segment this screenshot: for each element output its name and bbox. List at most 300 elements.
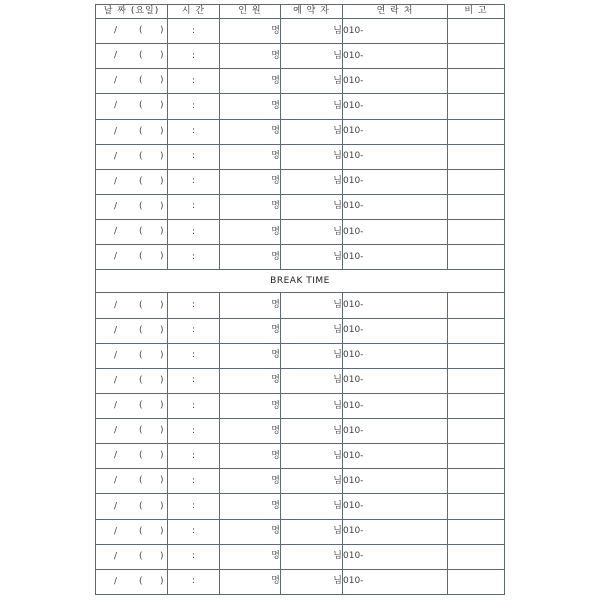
date-slash: /	[114, 425, 118, 436]
weekday-close-paren: )	[160, 251, 164, 262]
people-unit: 명	[271, 526, 280, 537]
date-slash: /	[114, 100, 118, 111]
people-unit: 명	[271, 300, 280, 311]
people-cell[interactable]	[220, 368, 281, 393]
name-suffix: 님	[333, 425, 342, 436]
reserver-cell[interactable]	[281, 144, 343, 169]
name-suffix: 님	[333, 151, 342, 162]
weekday-open-paren: (	[139, 375, 143, 386]
reserver-cell[interactable]	[281, 519, 343, 544]
time-cell[interactable]	[168, 69, 220, 94]
phone-prefix: 010-	[343, 251, 364, 262]
reserver-cell[interactable]	[281, 444, 343, 469]
table-row	[96, 194, 505, 219]
time-separator: :	[191, 526, 196, 537]
time-separator: :	[191, 100, 196, 111]
weekday-open-paren: (	[139, 450, 143, 461]
contact-cell[interactable]	[343, 343, 448, 368]
reserver-cell[interactable]	[281, 69, 343, 94]
phone-prefix: 010-	[343, 176, 364, 187]
time-separator: :	[191, 126, 196, 137]
time-separator: :	[191, 425, 196, 436]
table-row	[96, 69, 505, 94]
table-row	[96, 494, 505, 519]
phone-prefix: 010-	[343, 576, 364, 587]
reserver-cell[interactable]	[281, 419, 343, 444]
people-unit: 명	[271, 551, 280, 562]
contact-cell[interactable]	[343, 419, 448, 444]
date-slash: /	[114, 576, 118, 587]
phone-prefix: 010-	[343, 425, 364, 436]
reserver-cell[interactable]	[281, 194, 343, 219]
reserver-cell[interactable]	[281, 469, 343, 494]
weekday-open-paren: (	[139, 100, 143, 111]
date-slash: /	[114, 325, 118, 336]
people-unit: 명	[271, 350, 280, 361]
phone-prefix: 010-	[343, 350, 364, 361]
time-separator: :	[191, 300, 196, 311]
people-cell[interactable]	[220, 544, 281, 569]
date-slash: /	[114, 251, 118, 262]
date-cell[interactable]	[96, 245, 168, 270]
people-cell[interactable]	[220, 245, 281, 270]
people-cell[interactable]	[220, 19, 281, 44]
time-cell[interactable]	[168, 194, 220, 219]
time-cell[interactable]	[168, 343, 220, 368]
phone-prefix: 010-	[343, 100, 364, 111]
people-cell[interactable]	[220, 343, 281, 368]
date-cell[interactable]	[96, 94, 168, 119]
people-cell[interactable]	[220, 519, 281, 544]
time-separator: :	[191, 25, 196, 36]
note-cell[interactable]	[448, 469, 505, 494]
people-cell[interactable]	[220, 469, 281, 494]
note-cell[interactable]	[448, 393, 505, 418]
people-unit: 명	[271, 325, 280, 336]
date-cell[interactable]	[96, 494, 168, 519]
break-row	[96, 270, 505, 293]
date-slash: /	[114, 300, 118, 311]
contact-cell[interactable]	[343, 469, 448, 494]
weekday-open-paren: (	[139, 151, 143, 162]
contact-cell[interactable]	[343, 318, 448, 343]
contact-cell[interactable]	[343, 144, 448, 169]
time-separator: :	[191, 151, 196, 162]
weekday-open-paren: (	[139, 176, 143, 187]
note-cell[interactable]	[448, 368, 505, 393]
contact-cell[interactable]	[343, 69, 448, 94]
time-cell[interactable]	[168, 245, 220, 270]
date-cell[interactable]	[96, 19, 168, 44]
table-row	[96, 368, 505, 393]
header-date: 날 짜 (요일)	[96, 5, 168, 19]
phone-prefix: 010-	[343, 450, 364, 461]
time-cell[interactable]	[168, 144, 220, 169]
note-cell[interactable]	[448, 194, 505, 219]
people-unit: 명	[271, 226, 280, 237]
people-unit: 명	[271, 201, 280, 212]
name-suffix: 님	[333, 226, 342, 237]
weekday-close-paren: )	[160, 450, 164, 461]
name-suffix: 님	[333, 551, 342, 562]
phone-prefix: 010-	[343, 501, 364, 512]
people-unit: 명	[271, 251, 280, 262]
reserver-cell[interactable]	[281, 544, 343, 569]
note-cell[interactable]	[448, 69, 505, 94]
table-row	[96, 544, 505, 569]
phone-prefix: 010-	[343, 25, 364, 36]
people-unit: 명	[271, 176, 280, 187]
weekday-open-paren: (	[139, 201, 143, 212]
date-slash: /	[114, 75, 118, 86]
table-row	[96, 220, 505, 245]
reserver-cell[interactable]	[281, 569, 343, 594]
weekday-open-paren: (	[139, 425, 143, 436]
time-separator: :	[191, 400, 196, 411]
weekday-open-paren: (	[139, 126, 143, 137]
reservation-table	[95, 4, 505, 595]
date-slash: /	[114, 501, 118, 512]
time-separator: :	[191, 226, 196, 237]
phone-prefix: 010-	[343, 551, 364, 562]
weekday-open-paren: (	[139, 226, 143, 237]
table-row	[96, 44, 505, 69]
time-separator: :	[191, 501, 196, 512]
contact-cell[interactable]	[343, 245, 448, 270]
time-cell[interactable]	[168, 544, 220, 569]
people-cell[interactable]	[220, 94, 281, 119]
name-suffix: 님	[333, 50, 342, 61]
date-cell[interactable]	[96, 393, 168, 418]
reserver-cell[interactable]	[281, 220, 343, 245]
contact-cell[interactable]	[343, 544, 448, 569]
reserver-cell[interactable]	[281, 494, 343, 519]
table-body	[96, 19, 505, 595]
time-separator: :	[191, 375, 196, 386]
weekday-close-paren: )	[160, 425, 164, 436]
reserver-cell[interactable]	[281, 119, 343, 144]
table-row	[96, 94, 505, 119]
date-slash: /	[114, 176, 118, 187]
table-row	[96, 19, 505, 44]
weekday-close-paren: )	[160, 325, 164, 336]
note-cell[interactable]	[448, 494, 505, 519]
weekday-close-paren: )	[160, 300, 164, 311]
time-separator: :	[191, 475, 196, 486]
time-cell[interactable]	[168, 119, 220, 144]
contact-cell[interactable]	[343, 220, 448, 245]
people-cell[interactable]	[220, 69, 281, 94]
table-row	[96, 169, 505, 194]
time-cell[interactable]	[168, 368, 220, 393]
contact-cell[interactable]	[343, 194, 448, 219]
weekday-open-paren: (	[139, 251, 143, 262]
weekday-close-paren: )	[160, 25, 164, 36]
weekday-close-paren: )	[160, 226, 164, 237]
date-cell[interactable]	[96, 44, 168, 69]
weekday-close-paren: )	[160, 475, 164, 486]
contact-cell[interactable]	[343, 444, 448, 469]
time-separator: :	[191, 176, 196, 187]
time-cell[interactable]	[168, 393, 220, 418]
note-cell[interactable]	[448, 119, 505, 144]
table-row	[96, 569, 505, 594]
note-cell[interactable]	[448, 245, 505, 270]
name-suffix: 님	[333, 450, 342, 461]
date-cell[interactable]	[96, 519, 168, 544]
date-slash: /	[114, 226, 118, 237]
phone-prefix: 010-	[343, 400, 364, 411]
reserver-cell[interactable]	[281, 318, 343, 343]
reserver-cell[interactable]	[281, 343, 343, 368]
phone-prefix: 010-	[343, 375, 364, 386]
people-cell[interactable]	[220, 393, 281, 418]
contact-cell[interactable]	[343, 94, 448, 119]
people-unit: 명	[271, 151, 280, 162]
time-separator: :	[191, 251, 196, 262]
people-cell[interactable]	[220, 144, 281, 169]
date-slash: /	[114, 151, 118, 162]
time-separator: :	[191, 201, 196, 212]
date-cell[interactable]	[96, 169, 168, 194]
time-cell[interactable]	[168, 169, 220, 194]
date-cell[interactable]	[96, 444, 168, 469]
people-cell[interactable]	[220, 419, 281, 444]
time-cell[interactable]	[168, 469, 220, 494]
phone-prefix: 010-	[343, 226, 364, 237]
date-cell[interactable]	[96, 569, 168, 594]
people-cell[interactable]	[220, 293, 281, 318]
time-separator: :	[191, 50, 196, 61]
reserver-cell[interactable]	[281, 393, 343, 418]
date-cell[interactable]	[96, 469, 168, 494]
table-row	[96, 119, 505, 144]
date-slash: /	[114, 400, 118, 411]
header-reserver: 예 약 자	[281, 5, 343, 19]
reserver-cell[interactable]	[281, 245, 343, 270]
date-slash: /	[114, 375, 118, 386]
people-unit: 명	[271, 25, 280, 36]
date-cell[interactable]	[96, 419, 168, 444]
note-cell[interactable]	[448, 220, 505, 245]
phone-prefix: 010-	[343, 151, 364, 162]
people-cell[interactable]	[220, 194, 281, 219]
reserver-cell[interactable]	[281, 293, 343, 318]
people-unit: 명	[271, 450, 280, 461]
phone-prefix: 010-	[343, 300, 364, 311]
header-time: 시 간	[168, 5, 220, 19]
phone-prefix: 010-	[343, 201, 364, 212]
people-cell[interactable]	[220, 119, 281, 144]
name-suffix: 님	[333, 25, 342, 36]
note-cell[interactable]	[448, 144, 505, 169]
name-suffix: 님	[333, 201, 342, 212]
weekday-open-paren: (	[139, 501, 143, 512]
table-row	[96, 318, 505, 343]
weekday-open-paren: (	[139, 475, 143, 486]
reserver-cell[interactable]	[281, 19, 343, 44]
weekday-close-paren: )	[160, 400, 164, 411]
table-row	[96, 393, 505, 418]
reserver-cell[interactable]	[281, 44, 343, 69]
weekday-close-paren: )	[160, 100, 164, 111]
time-cell[interactable]	[168, 519, 220, 544]
name-suffix: 님	[333, 100, 342, 111]
note-cell[interactable]	[448, 544, 505, 569]
time-cell[interactable]	[168, 44, 220, 69]
weekday-open-paren: (	[139, 576, 143, 587]
weekday-close-paren: )	[160, 551, 164, 562]
contact-cell[interactable]	[343, 519, 448, 544]
people-cell[interactable]	[220, 569, 281, 594]
header-row	[96, 5, 505, 19]
weekday-close-paren: )	[160, 176, 164, 187]
time-cell[interactable]	[168, 444, 220, 469]
header-note: 비 고	[448, 5, 505, 19]
name-suffix: 님	[333, 325, 342, 336]
people-unit: 명	[271, 126, 280, 137]
name-suffix: 님	[333, 501, 342, 512]
time-separator: :	[191, 350, 196, 361]
note-cell[interactable]	[448, 569, 505, 594]
date-slash: /	[114, 201, 118, 212]
note-cell[interactable]	[448, 293, 505, 318]
note-cell[interactable]	[448, 19, 505, 44]
time-cell[interactable]	[168, 494, 220, 519]
contact-cell[interactable]	[343, 494, 448, 519]
name-suffix: 님	[333, 251, 342, 262]
contact-cell[interactable]	[343, 393, 448, 418]
note-cell[interactable]	[448, 94, 505, 119]
time-cell[interactable]	[168, 94, 220, 119]
date-slash: /	[114, 126, 118, 137]
note-cell[interactable]	[448, 169, 505, 194]
name-suffix: 님	[333, 300, 342, 311]
people-unit: 명	[271, 576, 280, 587]
weekday-close-paren: )	[160, 501, 164, 512]
contact-cell[interactable]	[343, 569, 448, 594]
name-suffix: 님	[333, 350, 342, 361]
phone-prefix: 010-	[343, 126, 364, 137]
break-time-label: BREAK TIME	[96, 270, 505, 293]
name-suffix: 님	[333, 400, 342, 411]
date-slash: /	[114, 475, 118, 486]
date-cell[interactable]	[96, 69, 168, 94]
table-row	[96, 469, 505, 494]
weekday-open-paren: (	[139, 50, 143, 61]
contact-cell[interactable]	[343, 19, 448, 44]
weekday-close-paren: )	[160, 350, 164, 361]
reserver-cell[interactable]	[281, 94, 343, 119]
people-unit: 명	[271, 75, 280, 86]
people-unit: 명	[271, 400, 280, 411]
note-cell[interactable]	[448, 318, 505, 343]
weekday-open-paren: (	[139, 526, 143, 537]
people-cell[interactable]	[220, 44, 281, 69]
note-cell[interactable]	[448, 519, 505, 544]
weekday-close-paren: )	[160, 201, 164, 212]
date-cell[interactable]	[96, 544, 168, 569]
table-row	[96, 144, 505, 169]
note-cell[interactable]	[448, 44, 505, 69]
date-slash: /	[114, 526, 118, 537]
phone-prefix: 010-	[343, 325, 364, 336]
date-cell[interactable]	[96, 119, 168, 144]
people-unit: 명	[271, 100, 280, 111]
weekday-close-paren: )	[160, 126, 164, 137]
date-slash: /	[114, 450, 118, 461]
weekday-close-paren: )	[160, 151, 164, 162]
time-cell[interactable]	[168, 293, 220, 318]
people-cell[interactable]	[220, 220, 281, 245]
weekday-open-paren: (	[139, 350, 143, 361]
weekday-open-paren: (	[139, 300, 143, 311]
contact-cell[interactable]	[343, 293, 448, 318]
reserver-cell[interactable]	[281, 368, 343, 393]
date-cell[interactable]	[96, 293, 168, 318]
time-separator: :	[191, 75, 196, 86]
name-suffix: 님	[333, 475, 342, 486]
note-cell[interactable]	[448, 419, 505, 444]
time-cell[interactable]	[168, 569, 220, 594]
date-cell[interactable]	[96, 343, 168, 368]
people-cell[interactable]	[220, 444, 281, 469]
table-row	[96, 245, 505, 270]
table-row	[96, 519, 505, 544]
people-cell[interactable]	[220, 318, 281, 343]
people-unit: 명	[271, 50, 280, 61]
name-suffix: 님	[333, 126, 342, 137]
time-separator: :	[191, 450, 196, 461]
time-cell[interactable]	[168, 318, 220, 343]
date-cell[interactable]	[96, 220, 168, 245]
contact-cell[interactable]	[343, 119, 448, 144]
table-row	[96, 293, 505, 318]
weekday-close-paren: )	[160, 576, 164, 587]
time-cell[interactable]	[168, 419, 220, 444]
date-cell[interactable]	[96, 194, 168, 219]
time-separator: :	[191, 551, 196, 562]
name-suffix: 님	[333, 576, 342, 587]
name-suffix: 님	[333, 375, 342, 386]
date-cell[interactable]	[96, 144, 168, 169]
weekday-close-paren: )	[160, 75, 164, 86]
contact-cell[interactable]	[343, 44, 448, 69]
phone-prefix: 010-	[343, 526, 364, 537]
contact-cell[interactable]	[343, 368, 448, 393]
date-slash: /	[114, 50, 118, 61]
people-cell[interactable]	[220, 494, 281, 519]
table-row	[96, 343, 505, 368]
weekday-close-paren: )	[160, 50, 164, 61]
note-cell[interactable]	[448, 444, 505, 469]
people-unit: 명	[271, 375, 280, 386]
time-cell[interactable]	[168, 220, 220, 245]
date-slash: /	[114, 350, 118, 361]
date-cell[interactable]	[96, 368, 168, 393]
table-row	[96, 444, 505, 469]
time-separator: :	[191, 576, 196, 587]
phone-prefix: 010-	[343, 50, 364, 61]
time-cell[interactable]	[168, 19, 220, 44]
date-cell[interactable]	[96, 318, 168, 343]
note-cell[interactable]	[448, 343, 505, 368]
table-header	[96, 5, 505, 19]
weekday-close-paren: )	[160, 526, 164, 537]
reserver-cell[interactable]	[281, 169, 343, 194]
contact-cell[interactable]	[343, 169, 448, 194]
people-cell[interactable]	[220, 169, 281, 194]
